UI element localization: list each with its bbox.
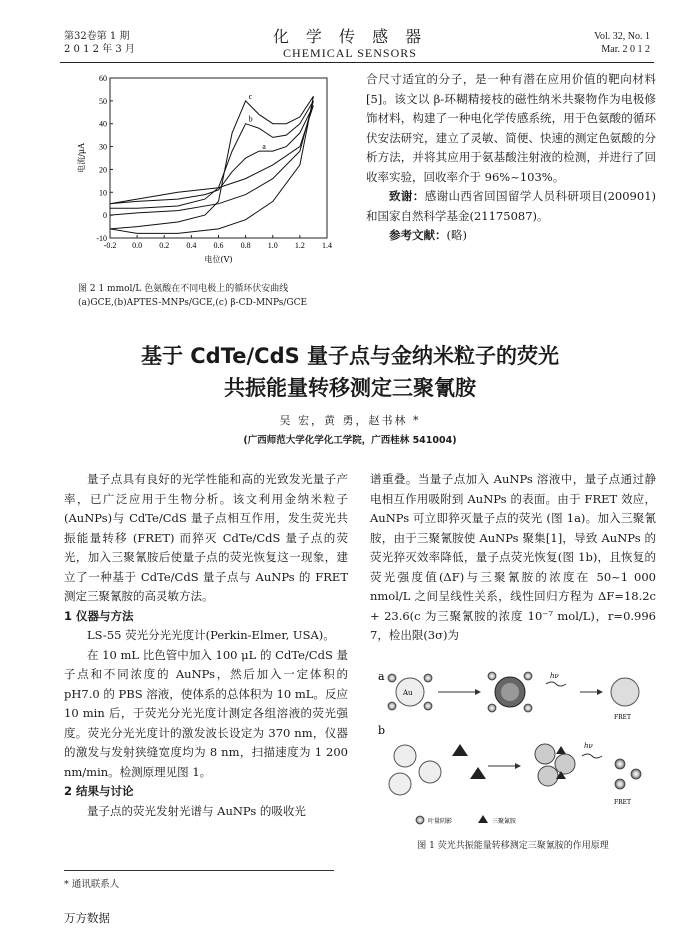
top-right-text — [366, 70, 656, 246]
footnote-rule — [64, 870, 334, 871]
x-tick-label: 0.4 — [186, 241, 197, 250]
legend — [416, 815, 516, 825]
instrument-paragraph: LS-55 荧光分光光度计(Perkin-Elmer, USA)。 — [87, 628, 335, 642]
x-tick-label: 1.0 — [267, 241, 278, 250]
journal-title-cn: 化 学 传 感 器 — [272, 27, 428, 46]
hv-label-a: hν — [550, 672, 559, 680]
curve-label-b: b — [248, 114, 253, 124]
footnote: * 通讯联系人 — [64, 879, 120, 890]
left-column — [64, 470, 348, 821]
ack-text: 感谢山西省回国留学人员科研项目(200901)和国家自然科学基金(21175087)。 — [366, 189, 656, 223]
fret-label-a: FRET — [614, 714, 632, 721]
right-column — [370, 470, 656, 646]
header-rule — [60, 62, 654, 63]
figure2-caption-line1: 图 2 1 mmol/L 色氨酸在不同电极上的循环伏安曲线 — [78, 284, 289, 294]
x-tick-label: 1.2 — [294, 241, 305, 250]
melamine-molecules-b1 — [452, 744, 486, 779]
x-axis-label: 电位(V) — [204, 255, 233, 264]
au-aggregate-b2 — [535, 744, 575, 786]
journal-title-en: CHEMICAL SENSORS — [283, 46, 417, 60]
y-tick-label: 20 — [99, 165, 107, 175]
journal-title — [250, 28, 450, 60]
method-paragraph: 在 10 mL 比色管中加入 100 μL 的 CdTe/CdS 量子点和不同浓度的 AuNPs，然后加入一定体积的 pH7.0 的 PBS 溶液，使体系的总体积为 10 mL。反应 10 min 后，于荧光分光光度计测定各组溶液的荧光强度。荧光分光光度计的激发波长设定为 370 nm，仪器的激发与发射狭缝宽度均为 8 nm，扫描速度为 1 200 nm/min。检测原理见图 1。 — [64, 647, 348, 779]
references — [366, 226, 656, 246]
legend-item-2: 三聚氰胺 — [492, 818, 517, 825]
legend-qd-icon — [416, 816, 424, 824]
volume-cn: 第32卷第 1 期 — [64, 31, 130, 42]
quantum-dot-cluster-b — [615, 759, 641, 789]
section2-heading: 2 结果与讨论 — [64, 784, 134, 798]
ref-label: 参考文献： — [389, 228, 447, 242]
y-axis-label: 电流/μA — [77, 143, 86, 173]
panel-a-label: a — [378, 670, 385, 683]
section1-heading: 1 仪器与方法 — [64, 608, 134, 623]
affiliation: (广西师范大学化学化工学院，广西桂林 541004) — [243, 435, 457, 446]
y-tick-label: 40 — [99, 119, 107, 129]
header-right — [594, 30, 650, 56]
au-particle-a3 — [611, 678, 639, 706]
light-wave-b — [582, 754, 602, 758]
x-tick-label: 1.4 — [322, 241, 332, 250]
y-tick-label: 30 — [99, 142, 107, 152]
intro-paragraph: 量子点具有良好的光学性能和高的光致发光量子产率，已广泛应用于生物分析。该文利用金纳米粒子(AuNPs)与 CdTe/CdS 量子点相互作用，发生荧光共振能量转移 (FRET) 而猝灭 CdTe/CdS 量子点的荧光，加入三聚氰胺后使量子点的荧光恢复这一现象，建立了一种基于 CdTe/CdS 量子点与 AuNPs 的 FRET 测定三聚氰胺的高灵敏方法。 — [64, 472, 348, 603]
header-left — [64, 30, 135, 56]
y-tick-label: 50 — [99, 96, 107, 106]
fret-label-b: FRET — [614, 799, 632, 806]
ack-label: 致谢： — [389, 189, 425, 203]
au-particle-a1 — [396, 678, 424, 706]
title-line1: 基于 CdTe/CdS 量子点与金纳米粒子的荧光 — [140, 344, 560, 368]
y-tick-label: -10 — [96, 234, 107, 243]
right-paragraph: 谱重叠。当量子点加入 AuNPs 溶液中，量子点通过静电相互作用吸附到 AuNPs 的表面。由于 FRET 效应，AuNPs 可立即猝灭量子点的荧光 (图 1a)。加入三聚氰胺，由于三聚氰胺使 AuNPs 聚集[1]，导致 AuNPs 的荧光猝灭效率降低，量子点荧光恢复(图 1b)，且恢复的荧光强度值(ΔF)与三聚氰胺的浓度在 50~1 000 nmol/L 之间呈线性关系，线性回归方程为 ΔF=18.2c + 23.6(c 为三聚氰胺的浓度 10⁻⁷ mol/L)，r=0.996 7，检出限(3σ)为 — [370, 472, 656, 642]
volume-en: Vol. 32, No. 1 — [594, 31, 650, 42]
au-label: Au — [403, 689, 413, 697]
x-tick-label: 0.0 — [132, 241, 143, 250]
figure2-caption-line2: (a)GCE,(b)APTES-MNPs/GCE,(c) β-CD-MNPs/GCE — [78, 298, 308, 308]
y-tick-label: 10 — [99, 188, 107, 198]
fret-schematic — [370, 664, 656, 832]
conclusion-paragraph: 合尺寸适宜的分子，是一种有潜在应用价值的靶向材料[5]。该文以 β-环糊精接枝的磁性纳米共聚物作为电极修饰材料，构建了一种电化学传感系统，用于色氨酸的循环伏安法研究，建立了灵敏、简便、快速的测定色氨酸的分析方法，并将其应用于氨基酸注射液的检测，并进行了回收率实验，回收率介于 96%~103%。 — [366, 72, 656, 184]
figure1-caption: 图 1 荧光共振能量转移测定三聚氰胺的作用原理 — [417, 841, 609, 851]
article-title — [60, 340, 640, 404]
plot-frame — [110, 78, 327, 238]
ref-text: (略) — [446, 228, 467, 242]
x-tick-label: 0.2 — [159, 241, 170, 250]
date-en: Mar. 2 0 1 2 — [601, 44, 650, 55]
y-tick-label: 60 — [99, 74, 107, 83]
au-aggregate-b1 — [389, 745, 441, 795]
au-particle-a2 — [495, 677, 525, 707]
cv-chart — [72, 70, 342, 280]
hv-label-b: hν — [584, 742, 593, 750]
authors: 吴 宏，黄 勇，赵书林 * — [279, 414, 421, 427]
results-paragraph: 量子点的荧光发射光谱与 AuNPs 的吸收光 — [87, 803, 306, 818]
legend-item-1: 叶量阴影 — [428, 818, 453, 825]
x-tick-label: 0.8 — [240, 241, 251, 250]
x-tick-label: -0.2 — [103, 241, 117, 250]
figure2-caption — [78, 282, 348, 310]
title-line2: 共振能量转移测定三聚氰胺 — [224, 376, 476, 400]
curve-label-a: a — [262, 142, 266, 152]
watermark: 万方数据 — [64, 911, 110, 925]
x-tick-label: 0.6 — [213, 241, 224, 250]
curve-label-c: c — [248, 91, 253, 101]
acknowledgement — [366, 187, 656, 226]
panel-b-label: b — [378, 724, 386, 737]
y-tick-label: 0 — [103, 211, 107, 221]
cv-curve-a — [110, 105, 313, 203]
date-cn: 2 0 1 2 年 3 月 — [64, 44, 135, 55]
light-wave-a — [546, 682, 566, 686]
legend-melamine-icon — [478, 815, 488, 823]
